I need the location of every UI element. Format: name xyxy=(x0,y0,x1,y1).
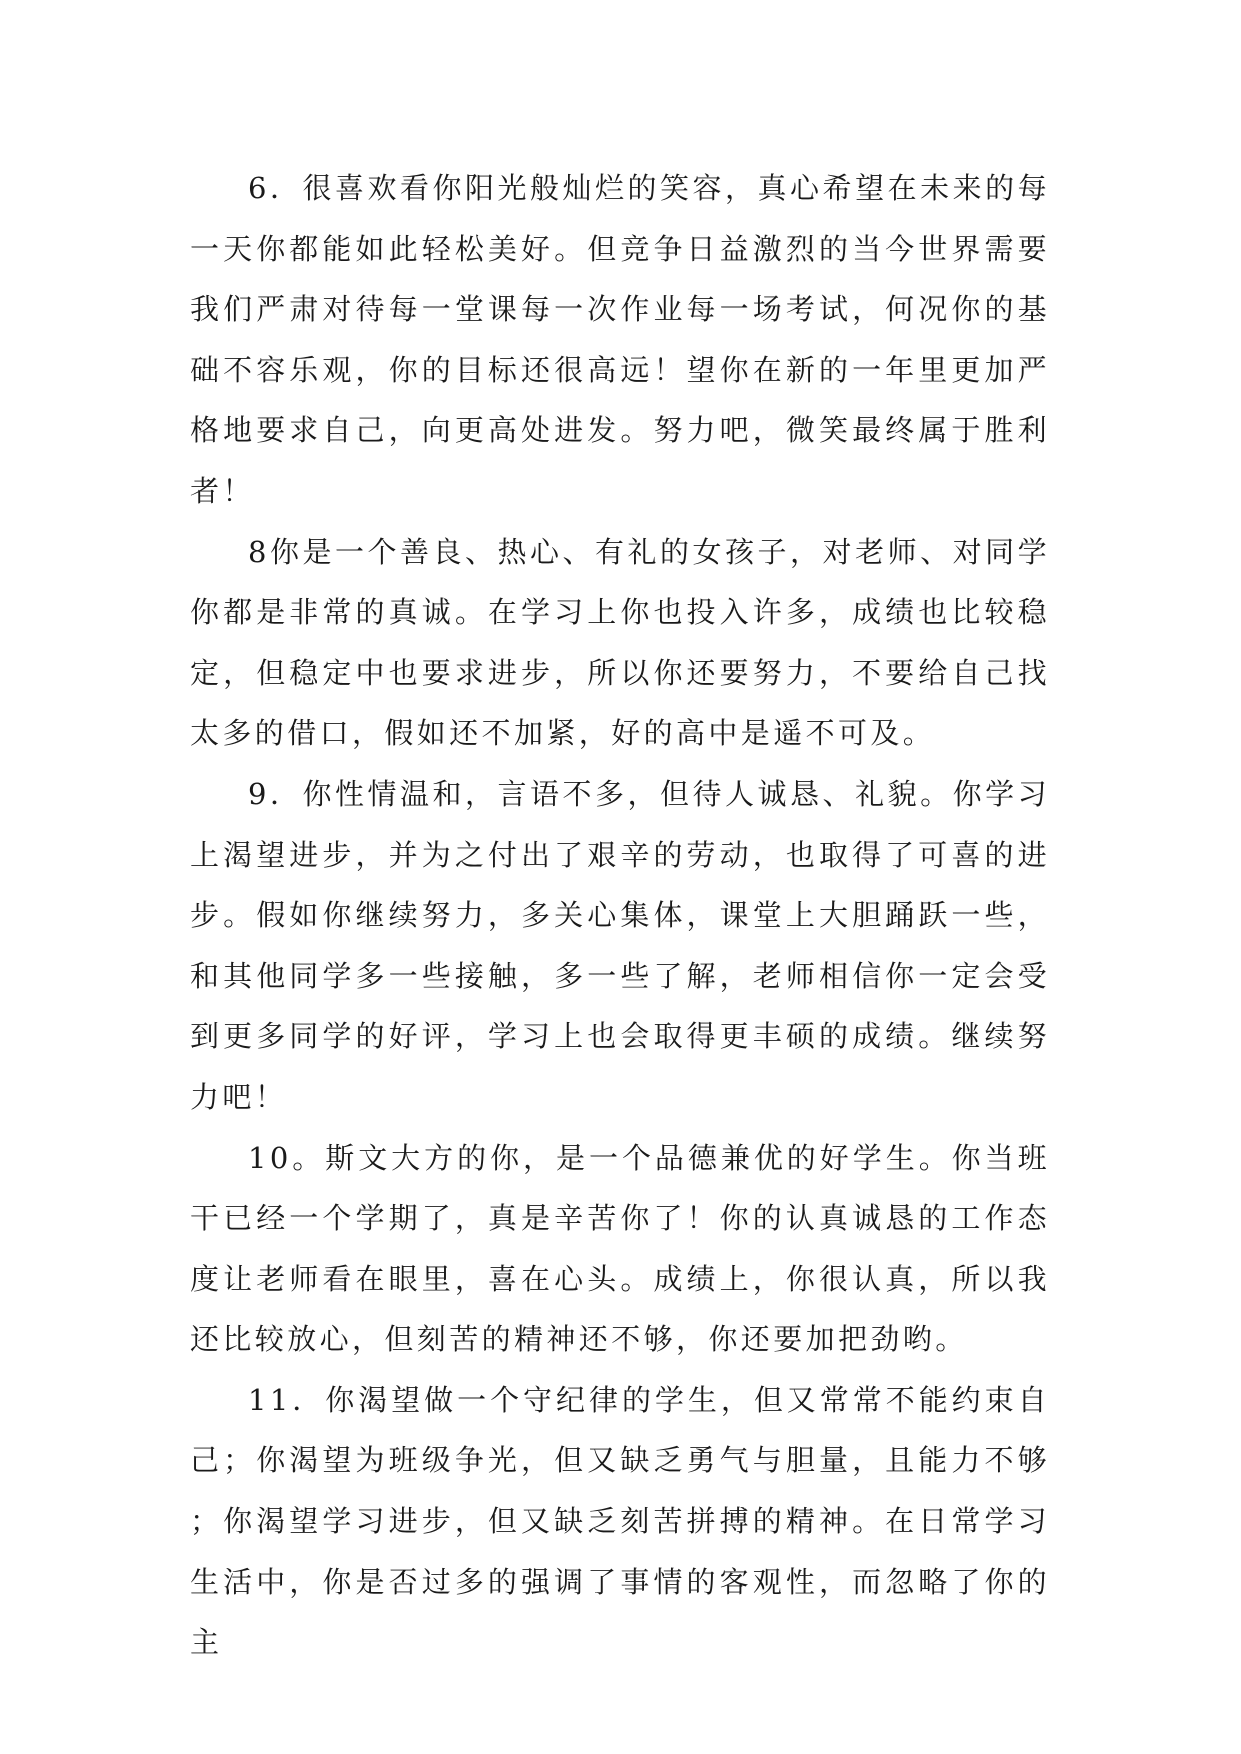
comment-paragraph-11: 11．你渴望做一个守纪律的学生，但又常常不能约束自己；你渴望为班级争光，但又缺乏勇气与胆量，且能力不够；你渴望学习进步，但又缺乏刻苦拼搏的精神。在日常学习生活中，你是否过多的强调了事情的客观性，而忽略了你的主 xyxy=(190,1382,1050,1660)
comment-paragraph-10: 10。斯文大方的你，是一个品德兼优的好学生。你当班干已经一个学期了，真是辛苦你了！你的认真诚恳的工作态度让老师看在眼里，喜在心头。成绩上，你很认真，所以我还比较放心，但刻苦的精神还不够，你还要加把劲哟。 xyxy=(190,1140,1050,1357)
comment-paragraph-9: 9．你性情温和，言语不多，但待人诚恳、礼貌。你学习上渴望进步，并为之付出了艰辛的劳动，也取得了可喜的进步。假如你继续努力，多关心集体，课堂上大胆踊跃一些，和其他同学多一些接触，多一些了解，老师相信你一定会受到更多同学的好评，学习上也会取得更丰硕的成绩。继续努力吧！ xyxy=(190,776,1050,1114)
comment-paragraph-6: 6．很喜欢看你阳光般灿烂的笑容，真心希望在未来的每一天你都能如此轻松美好。但竞争日益激烈的当今世界需要我们严肃对待每一堂课每一次作业每一场考试，何况你的基础不容乐观，你的目标还很高远！望你在新的一年里更加严格地要求自己，向更高处进发。努力吧，微笑最终属于胜利者！ xyxy=(190,171,1050,508)
document-body xyxy=(190,158,1050,1673)
comment-paragraph-8: 8你是一个善良、热心、有礼的女孩子，对老师、对同学你都是非常的真诚。在学习上你也投入许多，成绩也比较稳定，但稳定中也要求进步，所以你还要努力，不要给自己找太多的借口，假如还不加紧，好的高中是遥不可及。 xyxy=(190,534,1050,751)
